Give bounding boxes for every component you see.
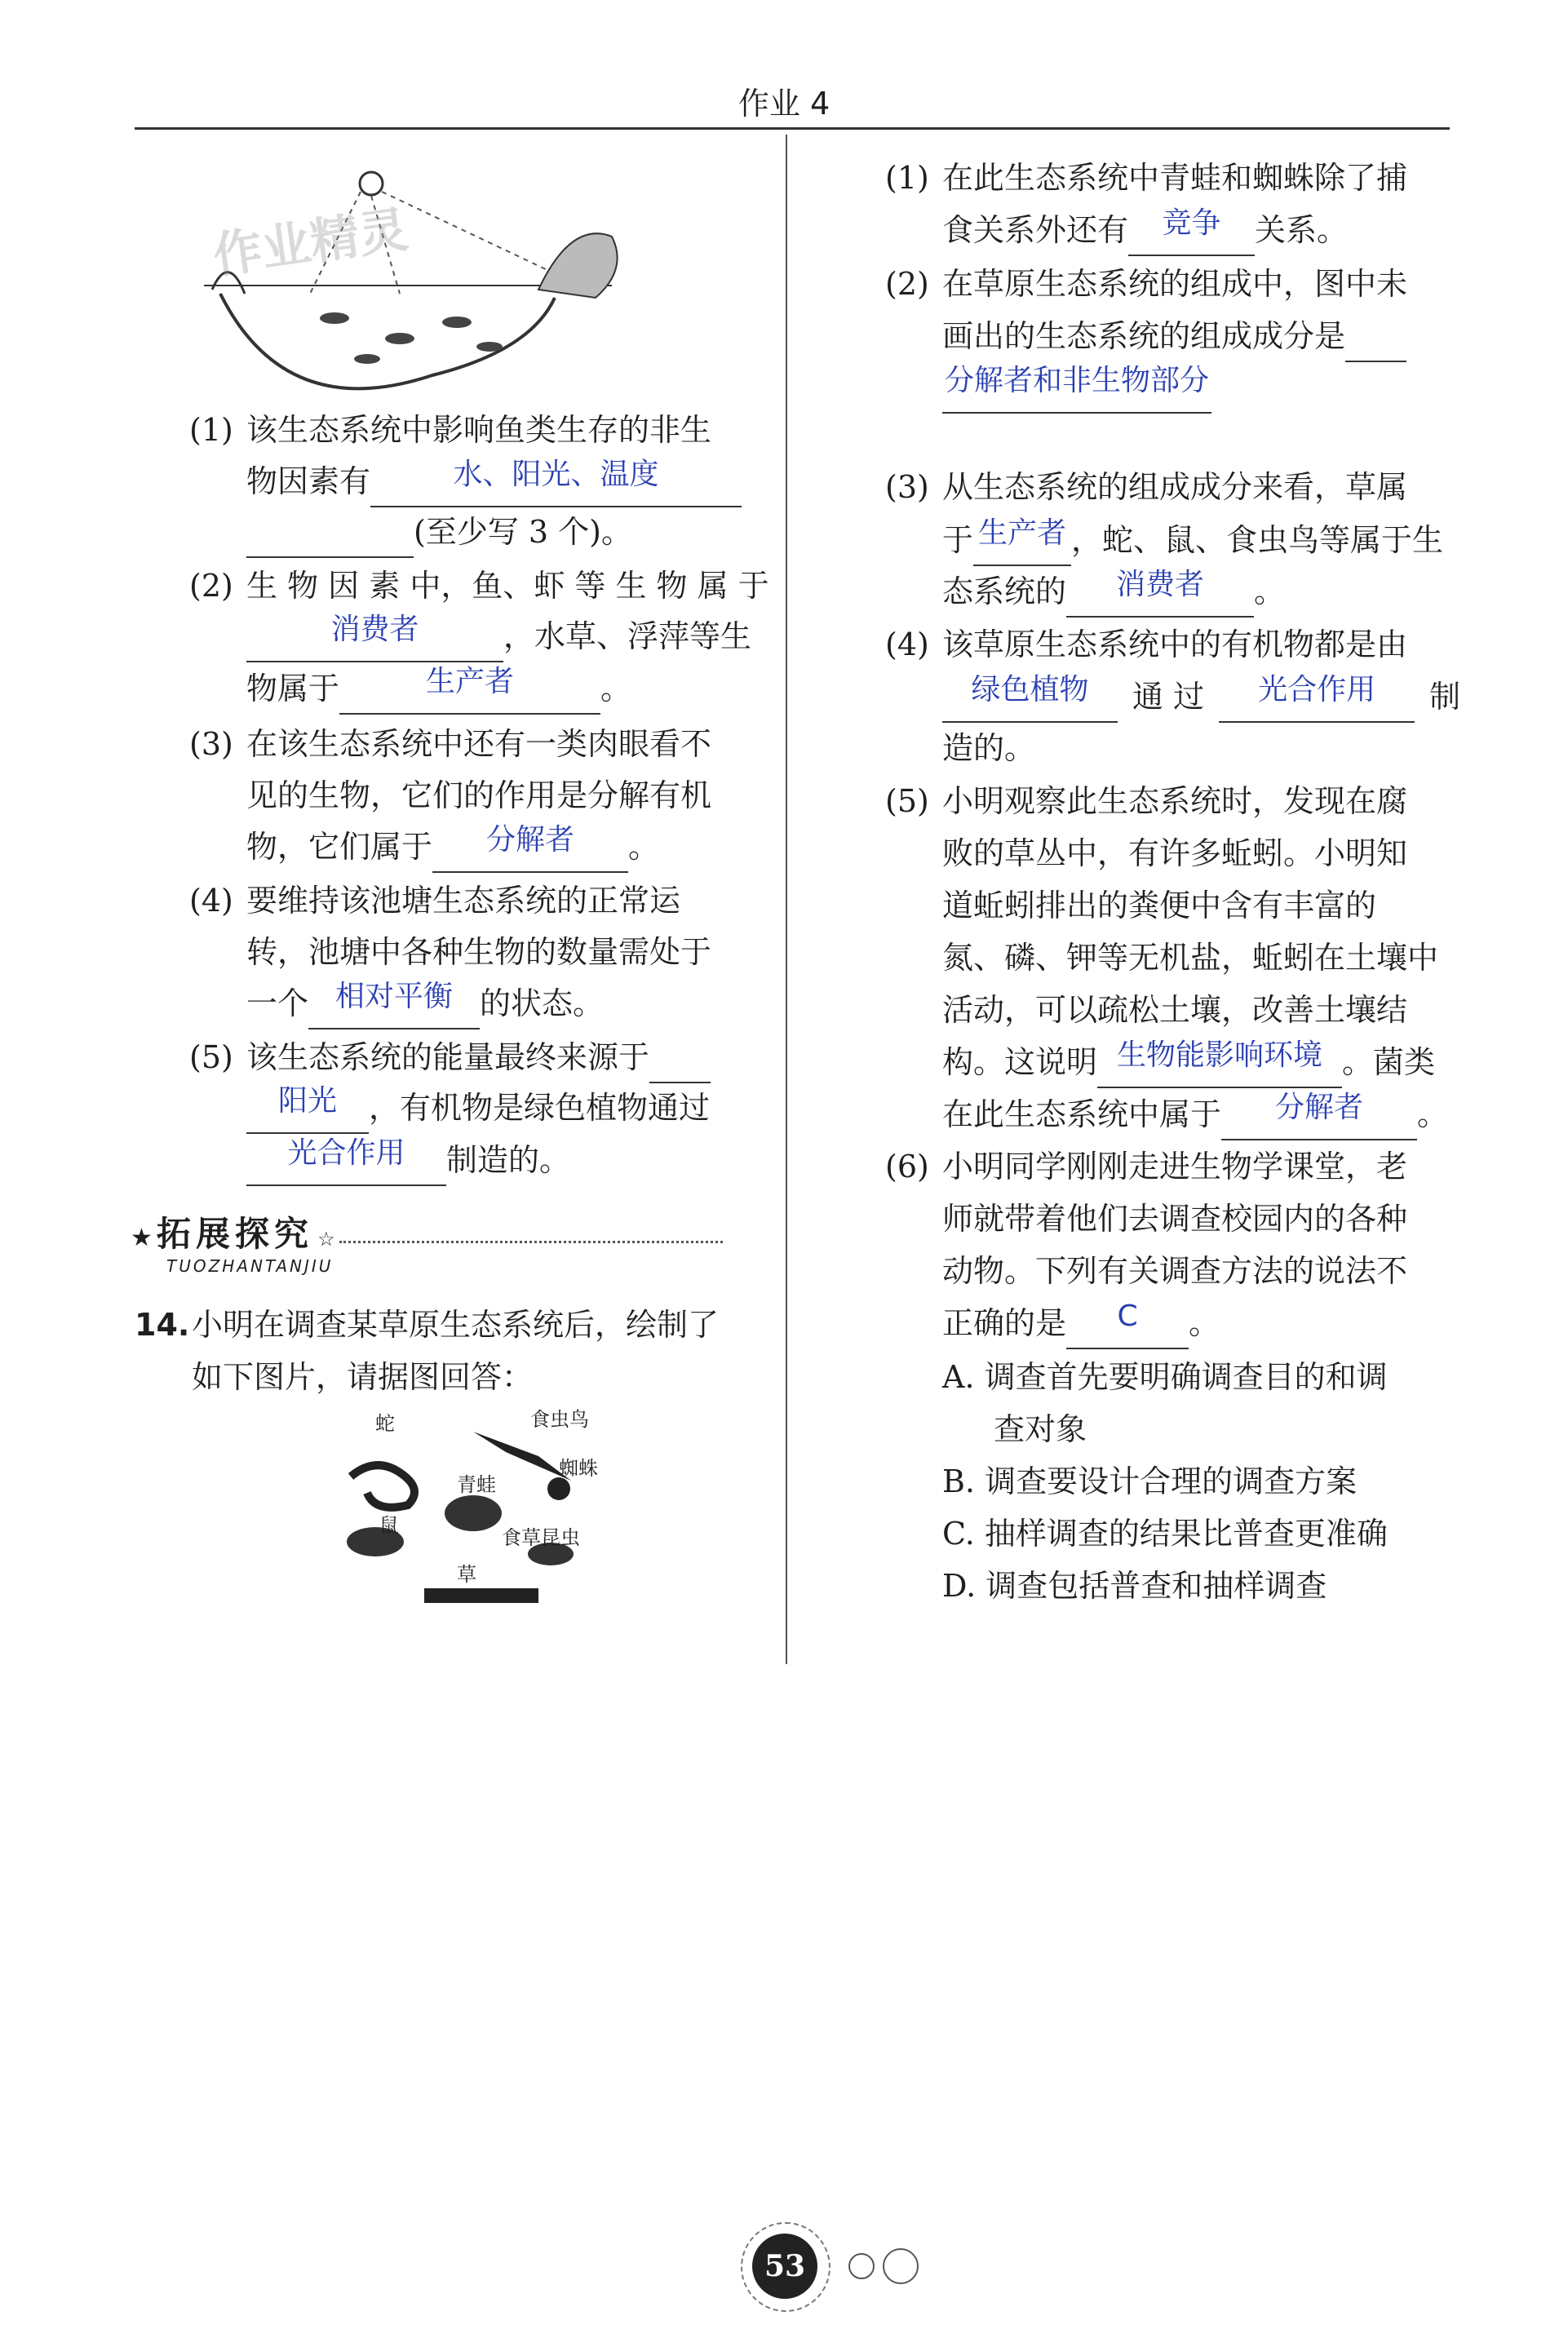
answer-blank[interactable] <box>649 1041 711 1083</box>
right-q5-line3: 道蚯蚓排出的粪便中含有丰富的 <box>942 888 1377 923</box>
right-q6-line3: 动物。下列有关调查方法的说法不 <box>942 1253 1408 1289</box>
left-q14-line2: 如下图片，请据图回答： <box>192 1359 534 1395</box>
right-q3-line3: 态系统的 消费者 。 <box>942 565 1285 618</box>
right-q6-line1: (6) 小明同学刚刚走进生物学课堂，老 <box>885 1149 1408 1184</box>
left-q2-line1: (2) 生 物 因 素 中，鱼、虾 等 生 物 属 于 <box>189 568 769 604</box>
answer-blank[interactable]: 水、阳光、温度 <box>370 465 742 507</box>
star-icon: ★ <box>131 1224 153 1252</box>
left-q3-line2: 见的生物，它们的作用是分解有机 <box>246 777 712 813</box>
right-q2-line2: 画出的生态系统的组成成分是 <box>942 310 1406 362</box>
right-q5-line2: 败的草丛中，有许多蚯蚓。小明知 <box>942 835 1408 871</box>
label-insect: 食草昆虫 <box>502 1526 580 1549</box>
label-snake: 蛇 <box>375 1412 395 1435</box>
answer-blank[interactable]: 竞争 <box>1128 214 1255 256</box>
spider-icon <box>547 1477 570 1500</box>
left-q1-line1: (1) 该生态系统中影响鱼类生存的非生 <box>189 412 712 448</box>
right-q1-line1: (1) 在此生态系统中青蛙和蜘蛛除了捕 <box>885 160 1408 196</box>
right-q6-line2: 师就带着他们去调查校园内的各种 <box>942 1201 1408 1237</box>
left-q5-line2: 阳光 ，有机物是绿色植物通过 <box>246 1082 710 1134</box>
answer-blank[interactable]: 生物能影响环境 <box>1097 1046 1342 1088</box>
decor-circle <box>883 2248 919 2284</box>
section-badge <box>131 1207 723 1276</box>
fish-icon <box>442 317 472 328</box>
answer-blank[interactable]: 光合作用 <box>1219 680 1415 723</box>
sun-icon <box>360 172 383 195</box>
right-q5-line7: 在此生态系统中属于 分解者 。 <box>942 1088 1448 1140</box>
right-q5-line4: 氮、磷、钾等无机盐，蚯蚓在土壤中 <box>942 940 1439 976</box>
left-q5-line1: (5) 该生态系统的能量最终来源于 <box>189 1031 711 1083</box>
right-q1-line2: 食关系外还有 竞争 关系。 <box>942 204 1348 256</box>
fish-icon <box>354 354 380 364</box>
fish-icon <box>320 312 349 324</box>
food-web-illustration <box>343 1407 620 1611</box>
page-header-title: 作业 4 <box>737 86 831 122</box>
badge-pinyin: TUOZHANTANJIU <box>166 1256 334 1276</box>
page-number: 53 <box>752 2234 817 2299</box>
right-q5-line5: 活动，可以疏松土壤，改善土壤结 <box>942 992 1408 1028</box>
decor-circle <box>848 2253 875 2279</box>
option-b[interactable]: B. 调查要设计合理的调查方案 <box>942 1463 1358 1499</box>
left-q4-line3: 一个 相对平衡 的状态。 <box>246 977 604 1029</box>
option-d[interactable]: D. 调查包括普查和抽样调查 <box>942 1568 1327 1604</box>
header-rule <box>135 127 1450 130</box>
left-q4-line2: 转，池塘中各种生物的数量需处于 <box>246 934 712 970</box>
left-q14-line1: 14.小明在调查某草原生态系统后，绘制了 <box>135 1307 720 1343</box>
answer-blank[interactable]: 消费者 <box>246 620 503 662</box>
answer-blank[interactable] <box>246 516 414 558</box>
answer-blank[interactable]: 分解者 <box>1221 1098 1417 1140</box>
option-a[interactable]: A. 调查首先要明确调查目的和调 <box>942 1359 1388 1395</box>
left-q2-line3: 物属于 生产者 。 <box>246 662 631 715</box>
left-q3-line1: (3) 在该生态系统中还有一类肉眼看不 <box>189 726 712 762</box>
snake-icon <box>351 1465 414 1508</box>
left-q3-line3: 物，它们属于 分解者 。 <box>246 821 659 873</box>
answer-blank[interactable]: C <box>1066 1307 1189 1349</box>
answer-blank[interactable]: 分解者和非生物部分 <box>942 371 1211 414</box>
right-q5-line6: 构。这说明 生物能影响环境 。菌类 <box>942 1036 1435 1088</box>
label-grass: 草 <box>457 1563 476 1586</box>
right-q4-line3: 造的。 <box>942 730 1036 766</box>
right-q4-line1: (4) 该草原生态系统中的有机物都是由 <box>885 627 1408 662</box>
fish-icon <box>476 342 503 352</box>
label-frog: 青蛙 <box>457 1473 496 1496</box>
answer-blank[interactable]: 阳光 <box>246 1091 369 1134</box>
right-q5-line1: (5) 小明观察此生态系统时，发现在腐 <box>885 783 1408 819</box>
answer-blank[interactable]: 消费者 <box>1066 575 1254 618</box>
option-c[interactable]: C. 抽样调查的结果比普查更准确 <box>942 1516 1388 1552</box>
label-spider: 蜘蛛 <box>559 1457 598 1480</box>
left-q2-line2: 消费者 ，水草、浮萍等生 <box>246 610 751 662</box>
left-q1-line3: (至少写 3 个)。 <box>246 506 632 558</box>
label-mouse: 鼠 <box>379 1514 399 1537</box>
answer-blank[interactable]: 分解者 <box>432 830 628 873</box>
answer-blank[interactable]: 光合作用 <box>246 1144 446 1186</box>
left-q1-line2: 物因素有 水、阳光、温度 <box>246 455 742 507</box>
right-q6-line4: 正确的是 C 。 <box>942 1297 1220 1349</box>
frog-icon <box>445 1495 502 1531</box>
left-q4-line1: (4) 要维持该池塘生态系统的正常运 <box>189 883 681 919</box>
answer-blank[interactable] <box>1345 320 1406 362</box>
fish-icon <box>385 333 414 344</box>
rock-plant-icon <box>538 233 618 298</box>
answer-blank[interactable]: 相对平衡 <box>308 987 480 1029</box>
right-q4-line2: 绿色植物 通 过 光合作用 制 <box>942 671 1460 723</box>
right-q3-line1: (3) 从生态系统的组成成分来看，草属 <box>885 469 1408 505</box>
answer-blank[interactable]: 生产者 <box>973 524 1071 566</box>
left-q5-line3: 光合作用 制造的。 <box>246 1134 570 1186</box>
grass-icon <box>424 1588 538 1603</box>
right-q3-line2: 于 生产者 ，蛇、鼠、食虫鸟等属于生 <box>942 514 1443 566</box>
badge-title: 拓展探究 <box>157 1214 314 1254</box>
column-divider <box>786 135 787 1664</box>
answer-blank[interactable]: 生产者 <box>339 672 600 715</box>
right-q2-line3 <box>942 361 1211 414</box>
watermark-text: 作业精灵 <box>209 201 412 286</box>
right-q2-line1: (2) 在草原生态系统的组成中，图中未 <box>885 266 1408 302</box>
option-a-cont: 查对象 <box>994 1411 1087 1447</box>
star-icon: ☆ <box>317 1228 335 1251</box>
label-bird: 食虫鸟 <box>530 1408 589 1431</box>
answer-blank[interactable]: 绿色植物 <box>942 680 1118 723</box>
